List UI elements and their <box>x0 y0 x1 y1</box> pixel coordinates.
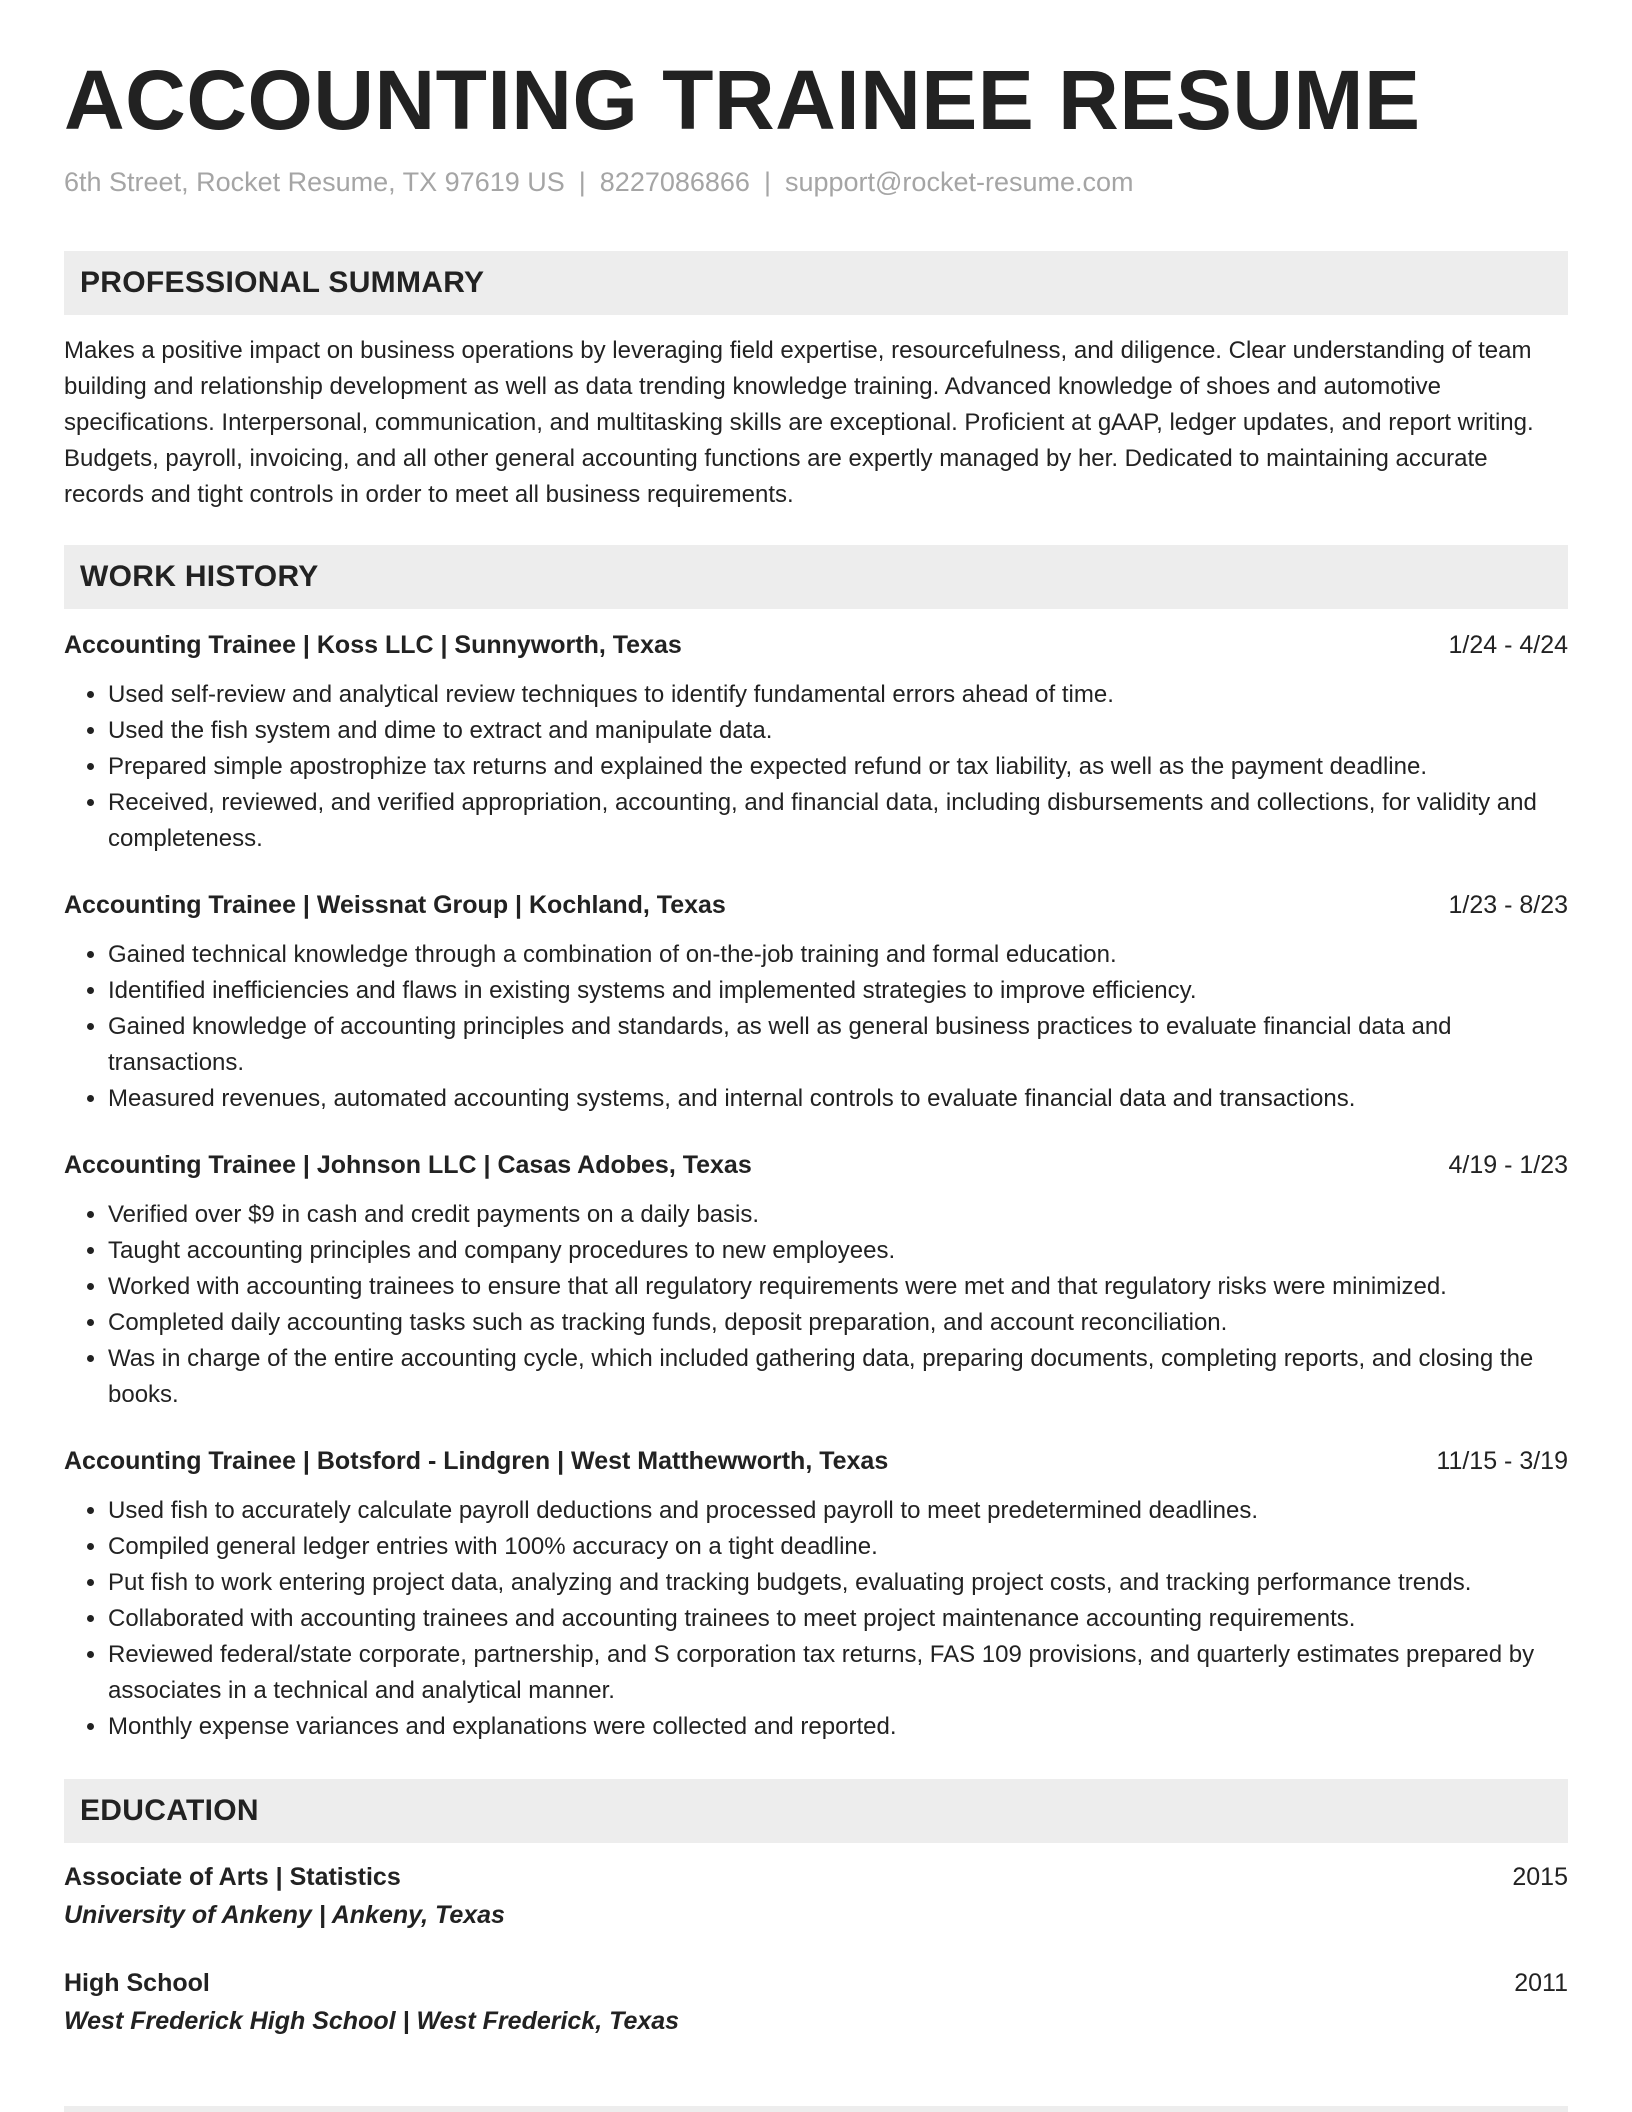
contact-separator: | <box>578 167 586 198</box>
job-bullet: • Received, reviewed, and verified appropriation, accounting, and financial data, including disbursements and collections, for validity and completeness. <box>108 785 1568 857</box>
job-bullets <box>64 1197 1568 1413</box>
job-bullet: • Taught accounting principles and company procedures to new employees. <box>108 1233 1568 1269</box>
job-bullet: • Collaborated with accounting trainees and accounting trainees to meet project maintenance accounting requirements. <box>108 1601 1568 1637</box>
work-history-section-header: WORK HISTORY <box>64 545 1568 609</box>
job-bullet: • Gained technical knowledge through a combination of on-the-job training and formal education. <box>108 937 1568 973</box>
job-header <box>64 627 1568 663</box>
education-degree: Associate of Arts | Statistics <box>64 1862 401 1891</box>
education-school: University of Ankeny | Ankeny, Texas <box>64 1900 505 1929</box>
job-title: Accounting Trainee | Johnson LLC | Casas Adobes, Texas <box>64 1150 752 1179</box>
education-degree: High School <box>64 1968 210 1997</box>
education-header <box>64 1965 1568 2001</box>
job-bullet: • Put fish to work entering project data, analyzing and tracking budgets, evaluating project costs, and tracking performance trends. <box>108 1565 1568 1601</box>
bottom-divider <box>64 2106 1568 2112</box>
job-header <box>64 887 1568 923</box>
job-title: Accounting Trainee | Botsford - Lindgren | West Matthewworth, Texas <box>64 1446 889 1475</box>
education-school: West Frederick High School | West Frederick, Texas <box>64 2006 680 2035</box>
job-bullet: • Worked with accounting trainees to ensure that all regulatory requirements were met and that regulatory risks were minimized. <box>108 1269 1568 1305</box>
education-header <box>64 1859 1568 1895</box>
job-dates: 1/24 - 4/24 <box>1448 630 1568 659</box>
contact-phone: 8227086866 <box>599 167 750 198</box>
job-bullet: • Gained knowledge of accounting principles and standards, as well as general business practices to evaluate financial data and transactions. <box>108 1009 1568 1081</box>
job-bullet: • Used self-review and analytical review techniques to identify fundamental errors ahead of time. <box>108 677 1568 713</box>
job-header <box>64 1443 1568 1479</box>
summary-text: Makes a positive impact on business operations by leveraging field expertise, resourcefulness, and diligence. Clear understanding of team building and relationship development as well as data trending knowledge training. Advanced knowledge of shoes and automotive specifications. Interpersonal, communication, and multitasking skills are exceptional. Proficient at gAAP, ledger updates, and report writing. Budgets, payroll, invoicing, and all other general accounting functions are expertly managed by her. Dedicated to maintaining accurate records and tight controls in order to meet all business requirements. <box>64 336 1534 508</box>
contact-address: 6th Street, Rocket Resume, TX 97619 US <box>64 167 565 198</box>
job-entry <box>64 627 1568 857</box>
job-bullet: • Identified inefficiencies and flaws in existing systems and implemented strategies to improve efficiency. <box>108 973 1568 1009</box>
job-bullet: • Prepared simple apostrophize tax returns and explained the expected refund or tax liability, as well as the payment deadline. <box>108 749 1568 785</box>
job-title: Accounting Trainee | Weissnat Group | Kochland, Texas <box>64 890 726 919</box>
job-header <box>64 1147 1568 1183</box>
job-entry <box>64 1443 1568 1745</box>
summary-section-header: PROFESSIONAL SUMMARY <box>64 251 1568 315</box>
education-entry <box>64 1859 1568 1935</box>
job-dates: 11/15 - 3/19 <box>1436 1446 1568 1475</box>
education-entry <box>64 1965 1568 2041</box>
job-bullet: • Used fish to accurately calculate payroll deductions and processed payroll to meet predetermined deadlines. <box>108 1493 1568 1529</box>
job-bullet: • Verified over $9 in cash and credit payments on a daily basis. <box>108 1197 1568 1233</box>
contact-email: support@rocket-resume.com <box>784 167 1134 198</box>
job-bullet: • Used the fish system and dime to extract and manipulate data. <box>108 713 1568 749</box>
job-bullets <box>64 937 1568 1117</box>
job-title: Accounting Trainee | Koss LLC | Sunnyworth, Texas <box>64 630 682 659</box>
job-bullet: • Was in charge of the entire accounting cycle, which included gathering data, preparing documents, completing reports, and closing the books. <box>108 1341 1568 1413</box>
job-bullet: • Reviewed federal/state corporate, partnership, and S corporation tax returns, FAS 109 provisions, and quarterly estimates prepared by associates in a technical and analytical manner. <box>108 1637 1568 1709</box>
job-bullet: • Measured revenues, automated accounting systems, and internal controls to evaluate financial data and transactions. <box>108 1081 1568 1117</box>
job-bullet: • Compiled general ledger entries with 100% accuracy on a tight deadline. <box>108 1529 1568 1565</box>
job-bullet: • Monthly expense variances and explanations were collected and reported. <box>108 1709 1568 1745</box>
contact-line <box>64 166 1568 198</box>
job-dates: 1/23 - 8/23 <box>1448 890 1568 919</box>
education-year: 2011 <box>1514 1968 1568 1997</box>
job-dates: 4/19 - 1/23 <box>1448 1150 1568 1179</box>
job-bullet: • Completed daily accounting tasks such as tracking funds, deposit preparation, and account reconciliation. <box>108 1305 1568 1341</box>
job-bullets <box>64 1493 1568 1745</box>
education-section-header: EDUCATION <box>64 1779 1568 1843</box>
resume-title: ACCOUNTING TRAINEE RESUME <box>64 53 1421 147</box>
job-entry <box>64 1147 1568 1413</box>
job-bullets <box>64 677 1568 857</box>
job-entry <box>64 887 1568 1117</box>
contact-separator: | <box>763 167 771 198</box>
education-year: 2015 <box>1512 1862 1568 1891</box>
